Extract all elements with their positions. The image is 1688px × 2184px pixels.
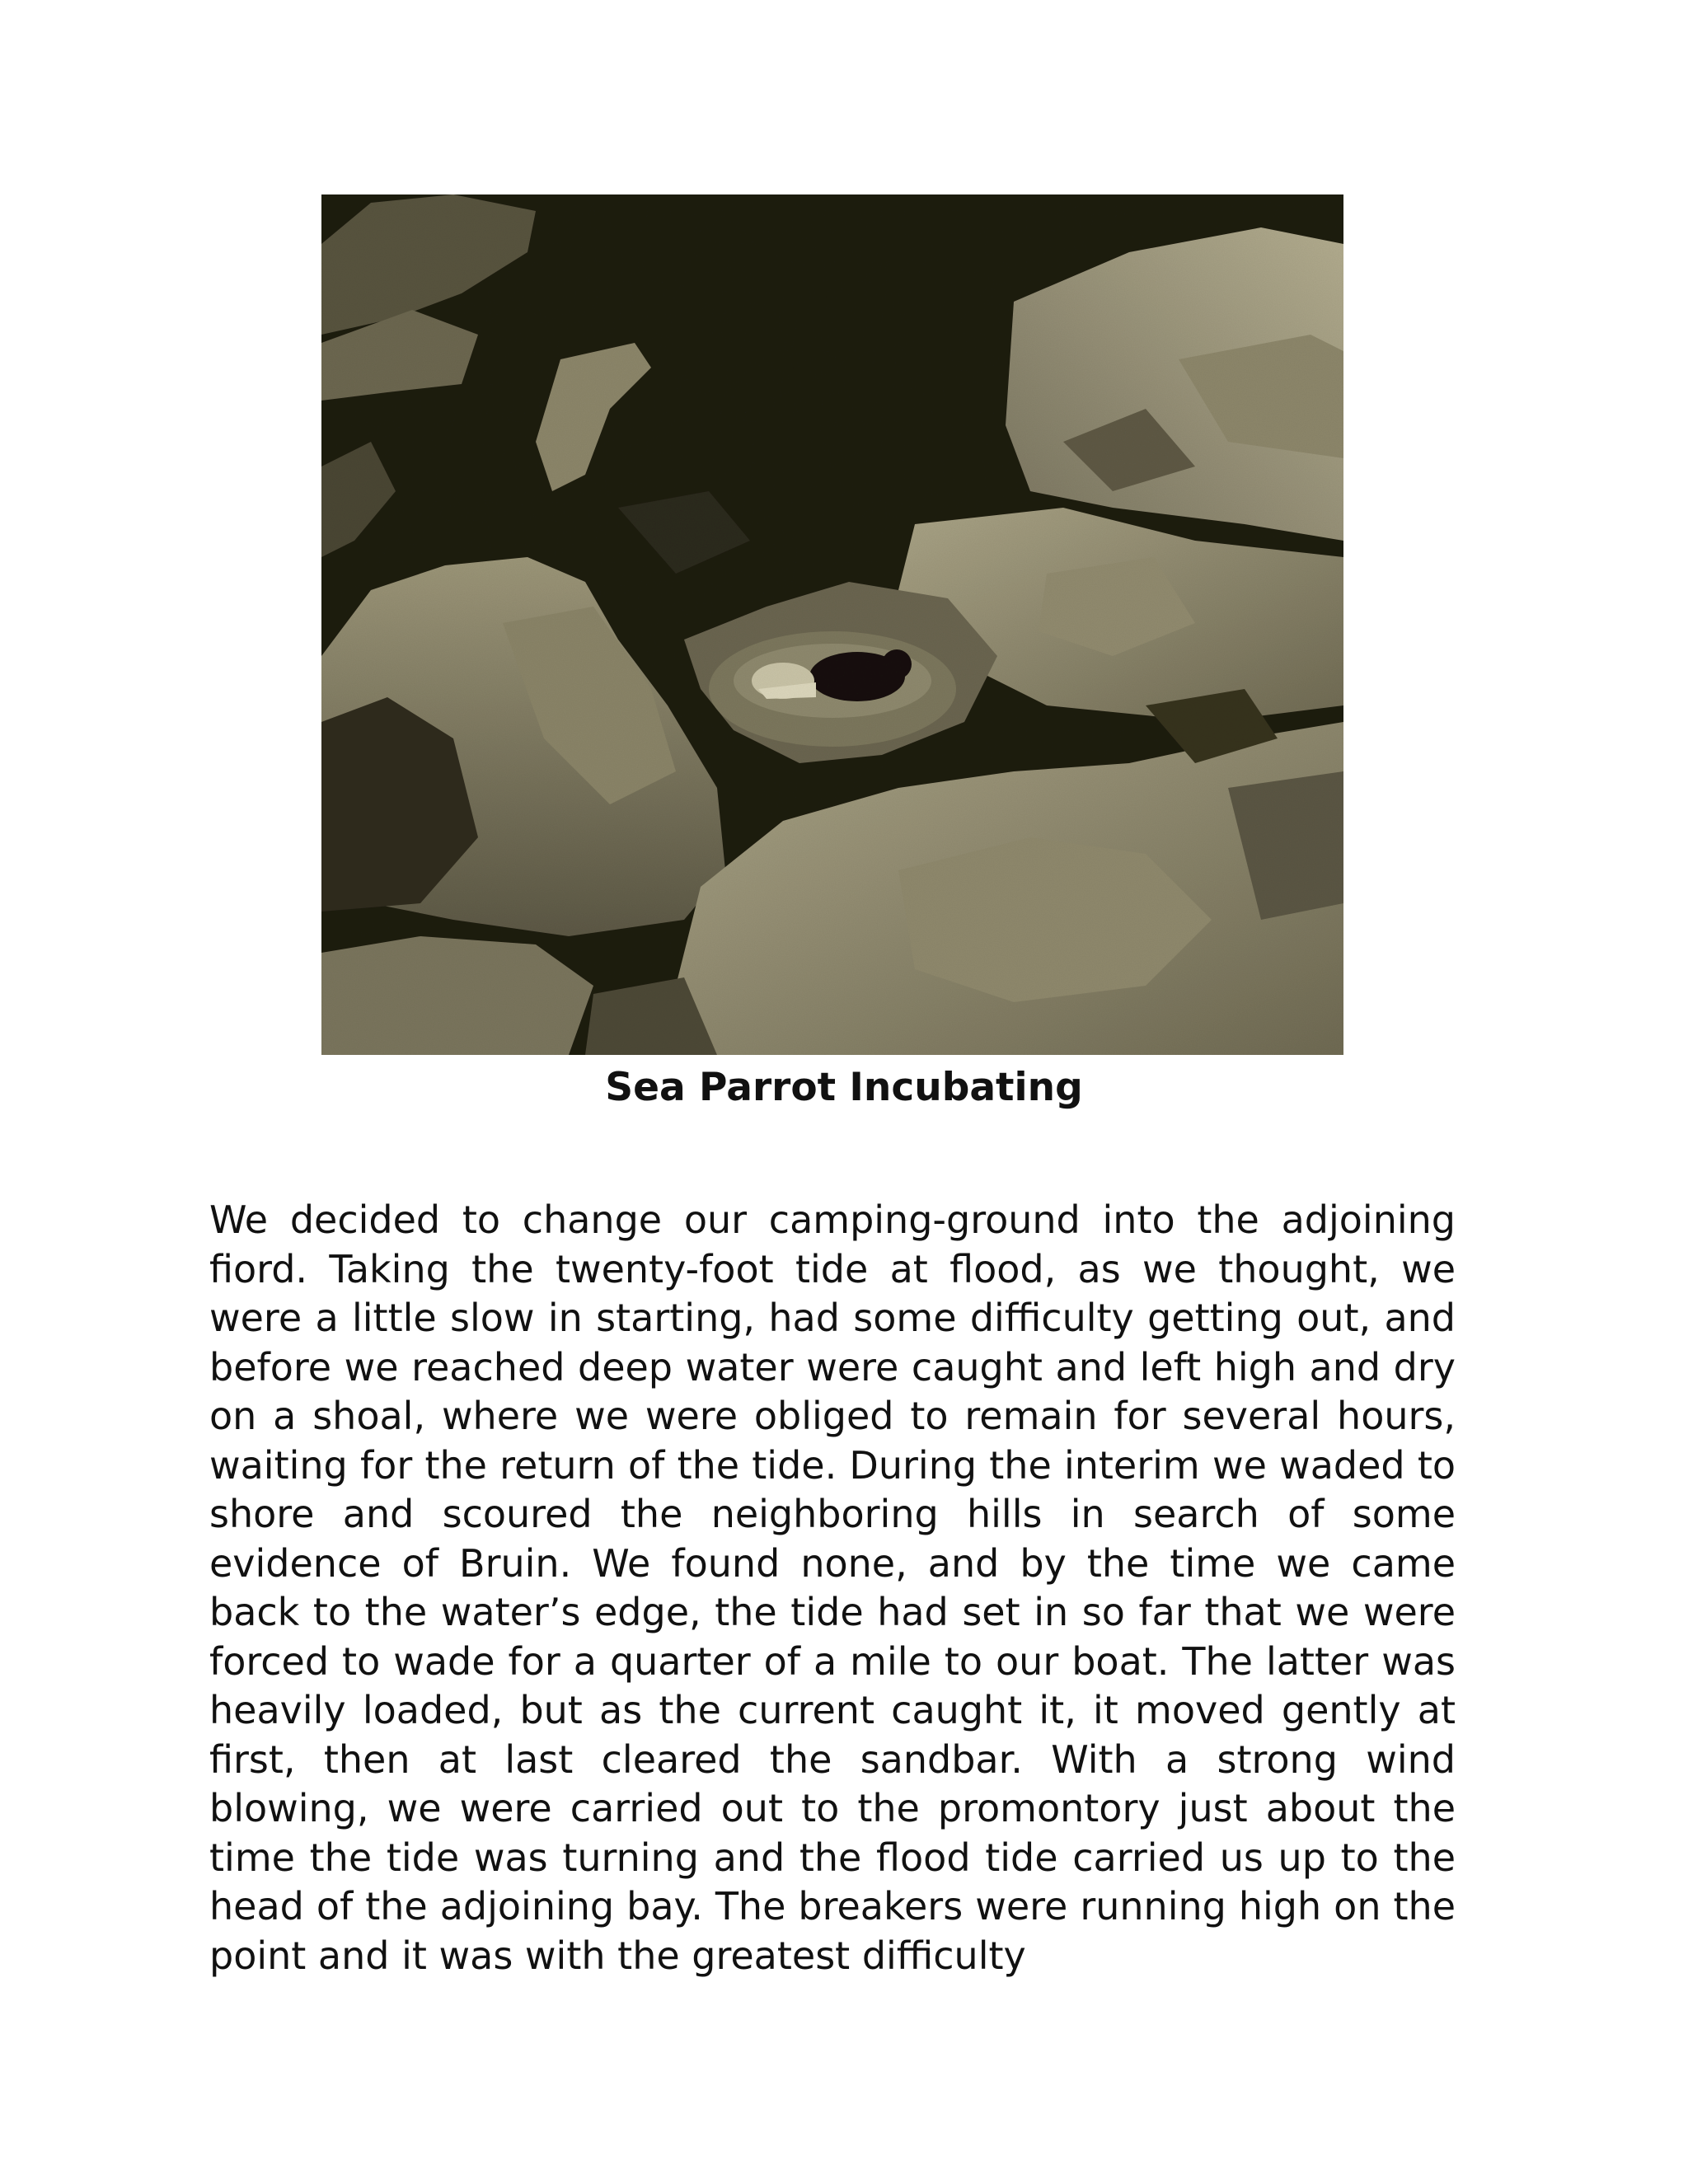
body-paragraph: We decided to change our camping-ground into the adjoining fiord. Taking the twenty-foot tide at flood, as we thought, we were a little slow in starting, had some difficulty getting out, and before we reached deep water were caught and left high and dry on a shoal, where we were obliged to remain for several hours, waiting for the return of the tide. During the interim we waded to shore and scoured the neighboring hills in search of some evidence of Bruin. We found none, and by the time we came back to the water’s edge, the tide had set in so far that we were forced to wade for a quarter of a mile to our boat. The latter was heavily loaded, but as the current caught it, it moved gently at first, then at last cleared the sandbar. With a strong wind blowing, we were carried out to the promontory just about the time the tide was turning and the flood tide carried us up to the head of the adjoining bay. The breakers were running high on the point and it was with the greatest difficulty xyxy=(209,1197,1456,1978)
figure-caption: Sea Parrot Incubating xyxy=(605,1065,1083,1110)
sea-parrot-photo xyxy=(321,194,1343,1055)
